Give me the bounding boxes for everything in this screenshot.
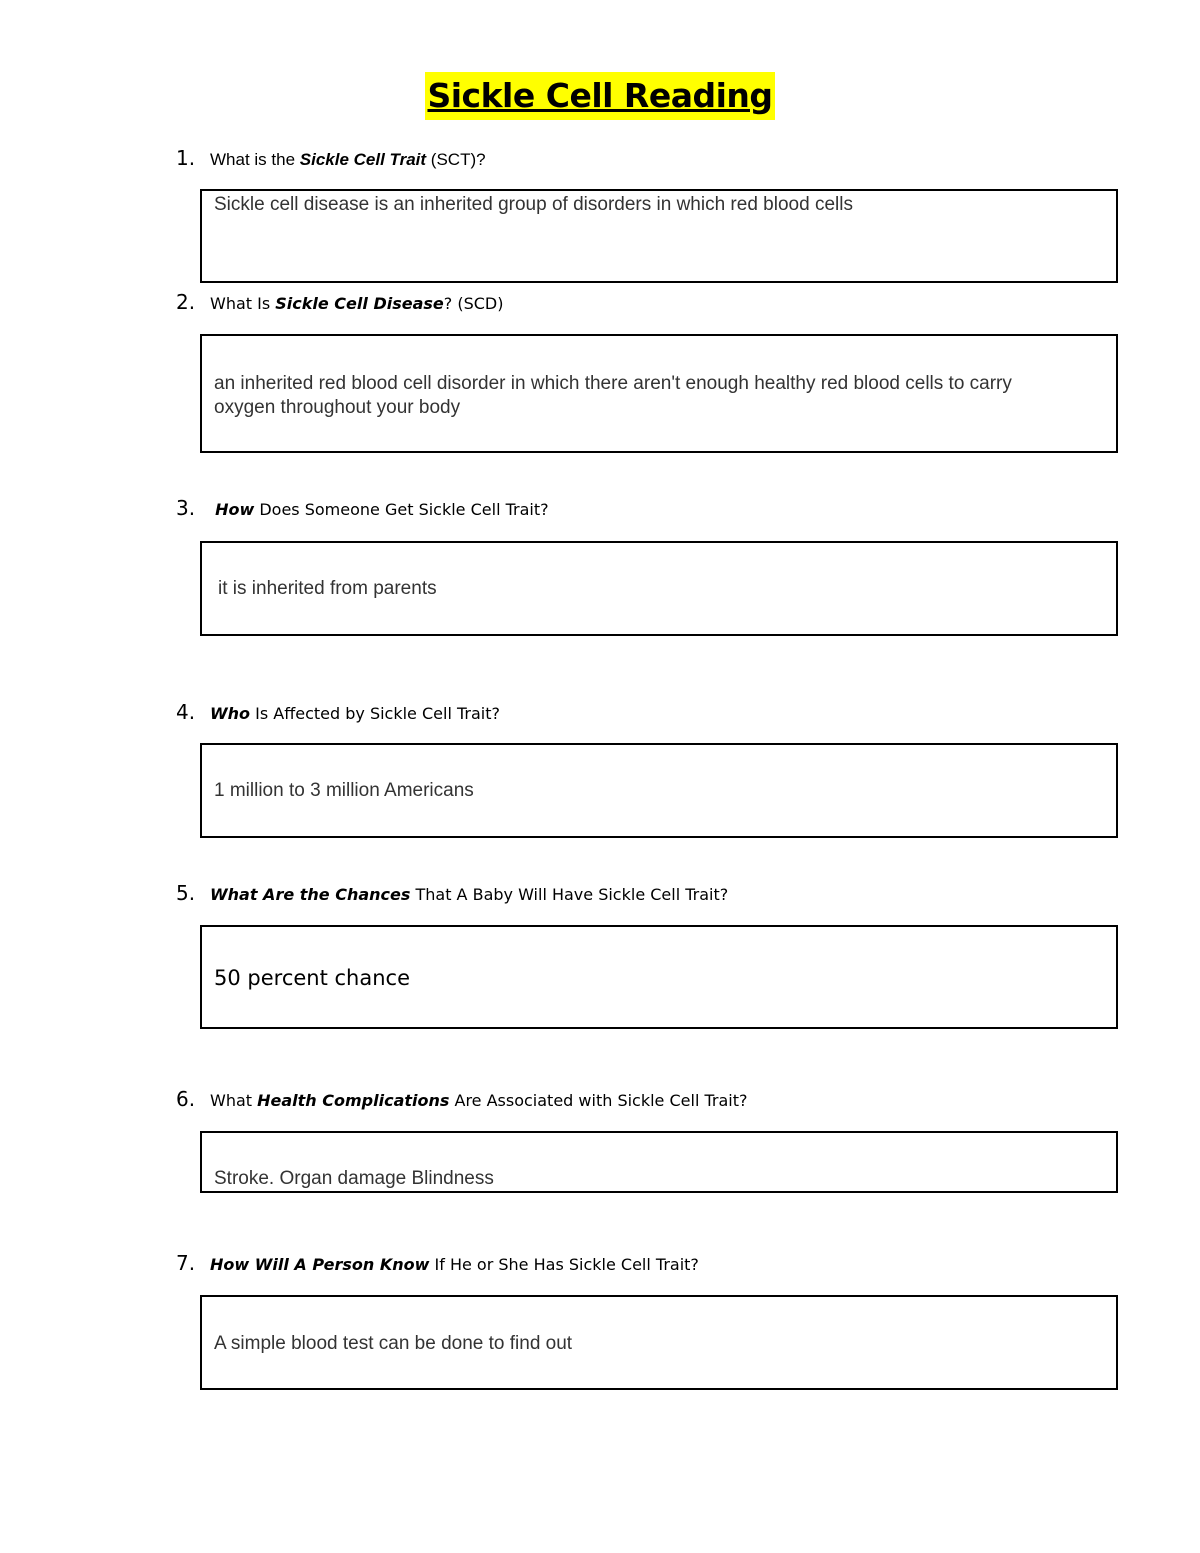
question-text-emphasis: What Are the Chances	[210, 885, 411, 904]
question-text-pre: What is the	[210, 150, 300, 169]
answer-text: 1 million to 3 million Americans	[214, 779, 1066, 803]
answer-text: A simple blood test can be done to find out	[214, 1332, 1066, 1356]
question-4	[176, 700, 500, 724]
answer-text: it is inherited from parents	[218, 577, 1066, 601]
question-number: 4.	[176, 700, 196, 724]
question-5	[176, 881, 728, 905]
answer-text: Stroke. Organ damage Blindness	[214, 1167, 530, 1191]
question-text-pre: What	[210, 1091, 258, 1110]
question-number: 3.	[176, 496, 196, 520]
question-text-emphasis: Sickle Cell Disease	[275, 294, 444, 313]
question-number: 6.	[176, 1087, 196, 1111]
question-text-emphasis: Who	[210, 704, 251, 723]
question-text-emphasis: Sickle Cell Trait	[299, 150, 427, 169]
question-number: 1.	[176, 146, 196, 170]
answer-box-5[interactable]	[200, 925, 1118, 1029]
question-text-post: Are Associated with Sickle Cell Trait?	[449, 1091, 748, 1110]
answer-box-6[interactable]	[200, 1131, 1118, 1193]
answer-text: 50 percent chance	[214, 966, 1066, 990]
answer-box-1[interactable]	[200, 189, 1118, 283]
answer-box-3[interactable]	[200, 541, 1118, 636]
answer-box-7[interactable]	[200, 1295, 1118, 1390]
question-number: 5.	[176, 881, 196, 905]
question-7	[176, 1251, 699, 1275]
question-1	[176, 146, 486, 170]
question-6	[176, 1087, 747, 1111]
answer-text: an inherited red blood cell disorder in which there aren't enough healthy red blood cells to carry oxygen throughout your body	[214, 372, 1066, 420]
question-text-post: That A Baby Will Have Sickle Cell Trait?	[410, 885, 729, 904]
answer-box-4[interactable]	[200, 743, 1118, 838]
answer-text: Sickle cell disease is an inherited group of disorders in which red blood cells	[214, 193, 1066, 217]
question-text-post: ? (SCD)	[443, 294, 504, 313]
question-3	[176, 496, 549, 520]
question-text-pre: What Is	[210, 294, 276, 313]
question-text-post: If He or She Has Sickle Cell Trait?	[429, 1255, 699, 1274]
question-text-emphasis: How Will A Person Know	[210, 1255, 430, 1274]
question-text-post: (SCT)?	[426, 150, 486, 169]
question-2	[176, 290, 503, 314]
question-text-emphasis: Health Complications	[257, 1091, 450, 1110]
question-number: 7.	[176, 1251, 196, 1275]
question-text-post: Is Affected by Sickle Cell Trait?	[250, 704, 500, 723]
question-text-post: Does Someone Get Sickle Cell Trait?	[254, 500, 549, 519]
question-text-emphasis: How	[215, 500, 255, 519]
title-wrap	[0, 72, 1200, 120]
answer-box-2[interactable]	[200, 334, 1118, 453]
page-title: Sickle Cell Reading	[425, 72, 774, 120]
question-number: 2.	[176, 290, 196, 314]
